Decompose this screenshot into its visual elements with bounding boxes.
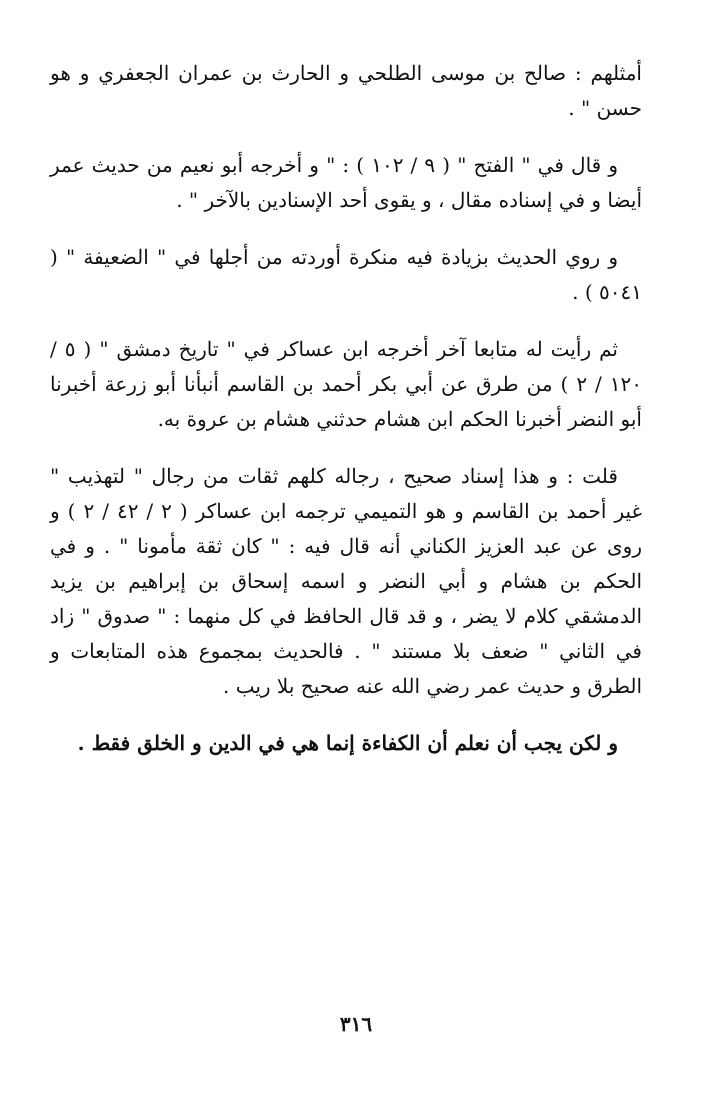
page-number: ٣١٦	[339, 1012, 373, 1036]
paragraph-3: و روي الحديث بزيادة فيه منكرة أوردته من أجلها في " الضعيفة " ( ٥٠٤١ ) .	[50, 245, 642, 304]
paragraph-2: و قال في " الفتح " ( ٩ / ١٠٢ ) : " و أخرجه أبو نعيم من حديث عمر أيضا و في إسناده مقال ، و يقوى أحد الإسنادين بالآخر " .	[50, 153, 642, 212]
paragraph-6: و لكن يجب أن نعلم أن الكفاءة إنما هي في الدين و الخلق فقط .	[77, 731, 618, 755]
body-text	[50, 56, 642, 783]
paragraph-5: قلت : و هذا إسناد صحيح ، رجاله كلهم ثقات من رجال " لتهذيب " غير أحمد بن القاسم و هو التميمي ترجمه ابن عساكر ( ٢ / ٤٢ / ٢ ) و روى عن عبد العزيز الكناني أنه قال فيه : " كان ثقة مأمونا " . و في الحكم بن هشام و أبي النضر و اسمه إسحاق بن إبراهيم بن يزيد الدمشقي كلام لا يضر ، و قد قال الحافظ في كل منهما : " صدوق " زاد في الثاني " ضعف بلا مستند " . فالحديث بمجموع هذه المتابعات و الطرق و حديث عمر رضي الله عنه صحيح بلا ريب .	[50, 464, 642, 698]
paragraph-1: أمثلهم : صالح بن موسى الطلحي و الحارث بن عمران الجعفري و هو حسن " .	[50, 61, 642, 120]
paragraph-4: ثم رأيت له متابعا آخر أخرجه ابن عساكر في " تاريخ دمشق " ( ٥ / ١٢٠ / ٢ ) من طرق عن أبي بكر أحمد بن القاسم أنبأنا أبو زرعة أخبرنا أبو النضر أخبرنا الحكم ابن هشام حدثني هشام بن عروة به.	[50, 337, 643, 431]
